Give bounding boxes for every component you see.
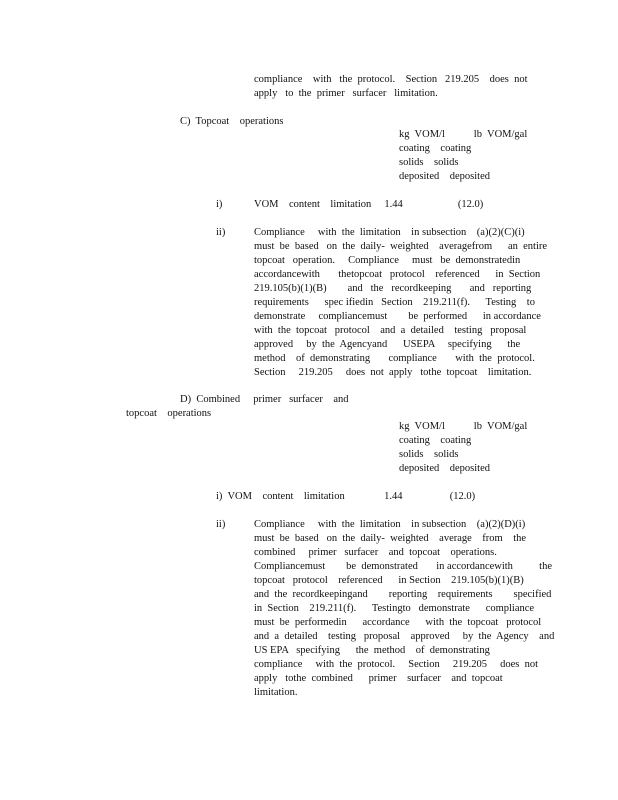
paragraph-line: accordancewith thetopcoat protocol referenced in Section: [254, 269, 541, 280]
paragraph-line: US EPA specifying the method of demonstrating: [254, 645, 490, 656]
paragraph-line: with the topcoat protocol and a detailed testing proposal: [254, 325, 527, 336]
intro-line: compliance with the protocol. Section 219.205 does not: [254, 74, 528, 85]
paragraph-line: demonstrate compliancemust be performed in accordance: [254, 311, 541, 322]
units-line: deposited deposited: [399, 171, 490, 182]
section-c-vom-limit: VOM content limitation 1.44 (12.0): [254, 199, 484, 210]
units-line: coating coating: [399, 435, 472, 446]
paragraph-line: Compliance with the limitation in subsection (a)(2)(D)(i): [254, 519, 526, 530]
units-line: deposited deposited: [399, 463, 490, 474]
section-d-heading: D) Combined primer surfacer and: [180, 394, 349, 405]
units-line: kg VOM/l lb VOM/gal: [399, 421, 528, 432]
paragraph-line: must be performedin accordance with the topcoat protocol: [254, 617, 542, 628]
paragraph-line: Compliancemust be demonstrated in accordancewith the: [254, 561, 553, 572]
units-line: solids solids: [399, 157, 459, 168]
paragraph-line: limitation.: [254, 687, 298, 698]
section-c-item-ii-marker: ii): [216, 227, 226, 238]
paragraph-line: topcoat operation. Compliance must be demonstratedin: [254, 255, 521, 266]
section-d-item-ii-marker: ii): [216, 519, 226, 530]
paragraph-line: apply tothe combined primer surfacer and topcoat: [254, 673, 503, 684]
paragraph-line: requirements spec ifiedin Section 219.211(f). Testing to: [254, 297, 535, 308]
paragraph-line: compliance with the protocol. Section 219.205 does not: [254, 659, 539, 670]
paragraph-line: method of demonstrating compliance with the protocol.: [254, 353, 535, 364]
units-line: coating coating: [399, 143, 472, 154]
section-c-heading: C) Topcoat operations: [180, 116, 284, 127]
paragraph-line: 219.105(b)(1)(B) and the recordkeeping and reporting: [254, 283, 532, 294]
section-c-item-i-marker: i): [216, 199, 223, 210]
units-line: solids solids: [399, 449, 459, 460]
section-d-vom-limit: i) VOM content limitation 1.44 (12.0): [216, 491, 476, 502]
paragraph-line: and a detailed testing proposal approved by the Agency and: [254, 631, 555, 642]
paragraph-line: topcoat protocol referenced in Section 219.105(b)(1)(B): [254, 575, 524, 586]
paragraph-line: in Section 219.211(f). Testingto demonstrate compliance: [254, 603, 535, 614]
paragraph-line: and the recordkeepingand reporting requirements specified: [254, 589, 552, 600]
paragraph-line: combined primer surfacer and topcoat operations.: [254, 547, 497, 558]
paragraph-line: must be based on the daily- weighted average from the: [254, 533, 527, 544]
paragraph-line: Compliance with the limitation in subsection (a)(2)(C)(i): [254, 227, 525, 238]
paragraph-line: approved by the Agencyand USEPA specifying the: [254, 339, 521, 350]
intro-line: apply to the primer surfacer limitation.: [254, 88, 438, 99]
section-d-heading: topcoat operations: [126, 408, 212, 419]
paragraph-line: Section 219.205 does not apply tothe topcoat limitation.: [254, 367, 532, 378]
paragraph-line: must be based on the daily- weighted averagefrom an entire: [254, 241, 548, 252]
units-line: kg VOM/l lb VOM/gal: [399, 129, 528, 140]
